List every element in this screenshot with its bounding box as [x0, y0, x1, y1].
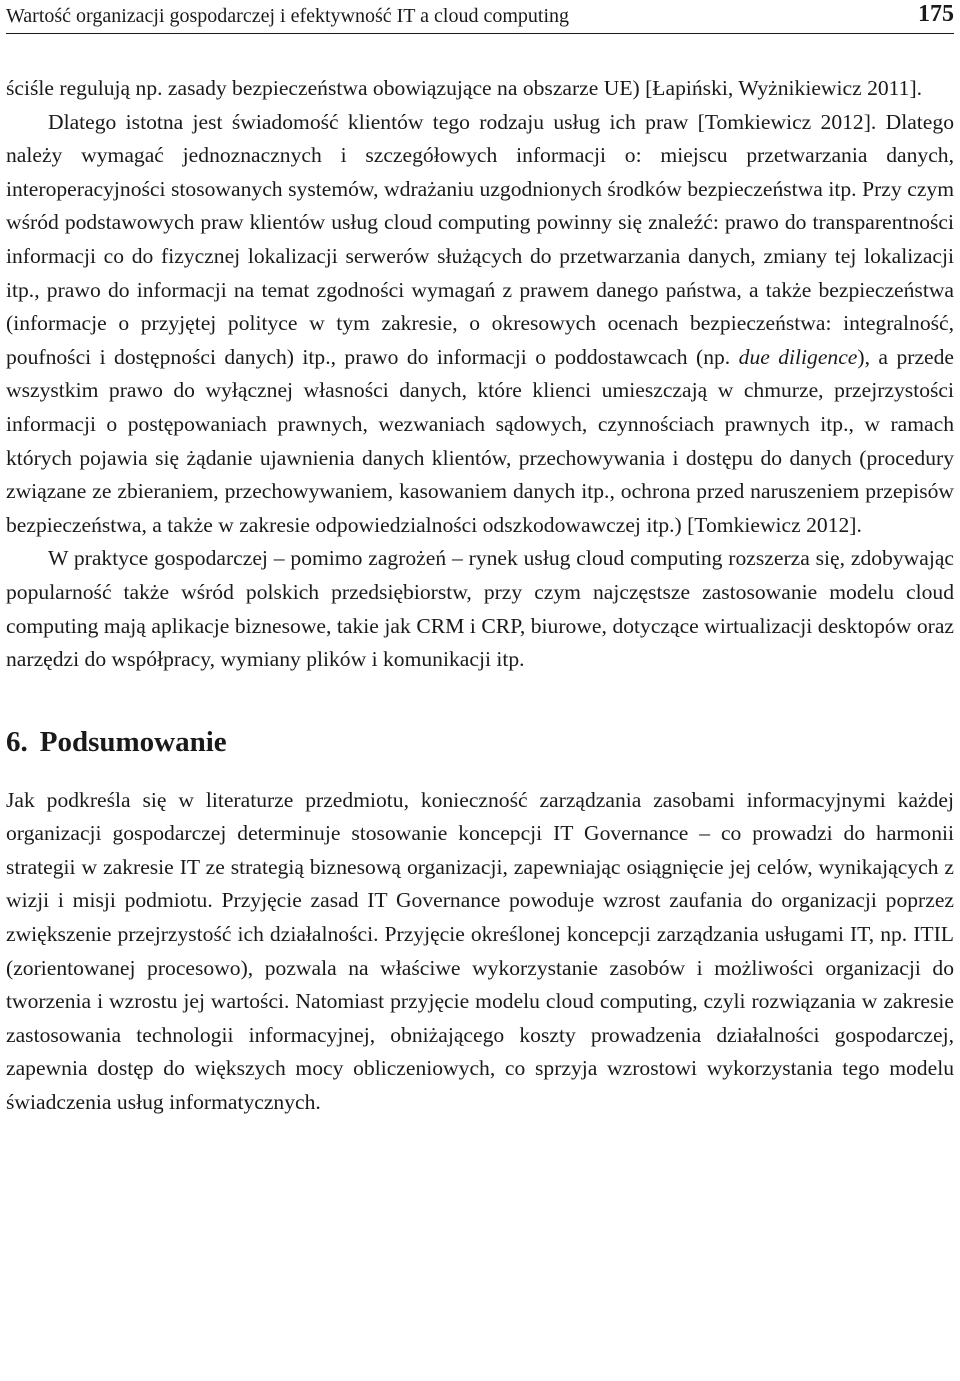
paragraph-text: Jak podkreśla się w literaturze przedmiotu, konieczność zarządzania zasobami informacyjnymi każdej organizacji gospodarczej determinuje stosowanie koncepcji IT Governance – co prowadzi do harmonii strategii w zakresie IT ze strategią biznesową organizacji, zapewniając osiągnięcie jej celów, wynikających z wizji i misji podmiotu. Przyjęcie zasad IT Governance powoduje wzrost zaufania do organizacji poprzez zwiększenie przejrzystość ich działalności. Przyjęcie określonej koncepcji zarządzania usługami IT, np. ITIL (zorientowanej procesowo), pozwala na właściwe wykorzystanie zasobów i możliwości organizacji do tworzenia i wzrostu jej wartości. Natomiast przyjęcie modelu cloud computing, czyli rozwiązania w zakresie zastosowania technologii informacyjnej, obniżającego koszty prowadzenia działalności gospodarczej, zapewnia dostęp do większych mocy obliczeniowych, co sprzyja wzrostowi wykorzystania tego modelu świadczenia usług informatycznych. — [6, 787, 954, 1115]
section-number: 6. — [6, 725, 28, 758]
paragraph-summary — [6, 784, 954, 1120]
body-text — [6, 72, 954, 1120]
paragraph-text: ściśle regulują np. zasady bezpieczeństwa obowiązujące na obszarze UE) [Łapiński, Wyżnikiewicz 2011]. — [6, 76, 923, 100]
paragraph-text: ), a przede wszystkim prawo do wyłącznej własności danych, które klienci umieszczają w chmurze, przejrzystości informacji o postępowaniach prawnych, wezwaniach sądowych, czynnościach prawnych itp., w ramach których pojawia się żądanie ujawnienia danych klientów, przechowywania i dostępu do danych (procedury związane ze zbieraniem, przechowywaniem, kasowaniem danych itp., ochrona przed naruszeniem przepisów bezpieczeństwa, a także w zakresie odpowiedzialności odszkodowawczej itp.) [Tomkiewicz 2012]. — [6, 344, 954, 537]
paragraph-market — [6, 542, 954, 676]
paragraph-text: Dlatego istotna jest świadomość klientów tego rodzaju usług ich praw [Tomkiewicz 2012]. Dlatego należy wymagać jednoznacznych i szczegółowych informacji o: miejscu przetwarzania danych, interoperacyjności stosowanych systemów, wdrażaniu uzgodnionych środków bezpieczeństwa itp. Przy czym wśród podstawowych praw klientów usług cloud computing powinny się znaleźć: prawo do transparentności informacji co do fizycznej lokalizacji serwerów służących do przetwarzania danych, zmiany tej lokalizacji itp., prawo do informacji na temat zgodności wymagań z prawem danego państwa, a także bezpieczeństwa (informacje o przyjętej polityce w tym zakresie, o okresowych ocenach bezpieczeństwa: integralność, poufności i dostępności danych) itp., prawo do informacji o poddostawcach (np. — [6, 109, 954, 369]
italic-term: due diligence — [738, 344, 858, 369]
paragraph-text: W praktyce gospodarczej – pomimo zagrożeń – rynek usług cloud computing rozszerza się, zdobywając popularność także wśród polskich przedsiębiorstw, przy czym najczęstsze zastosowanie modelu cloud computing mają aplikacje biznesowe, takie jak CRM i CRP, biurowe, dotyczące wirtualizacji desktopów oraz narzędzi do współpracy, wymiany plików i komunikacji itp. — [6, 546, 954, 672]
paragraph-continuation — [6, 72, 954, 106]
page-number: 175 — [918, 1, 954, 27]
section-heading — [6, 701, 954, 784]
document-page — [6, 0, 954, 1120]
running-header — [6, 2, 954, 34]
section-title: Podsumowanie — [39, 725, 227, 758]
paragraph-client-rights — [6, 106, 954, 543]
running-title: Wartość organizacji gospodarczej i efektywność IT a cloud computing — [6, 5, 570, 27]
